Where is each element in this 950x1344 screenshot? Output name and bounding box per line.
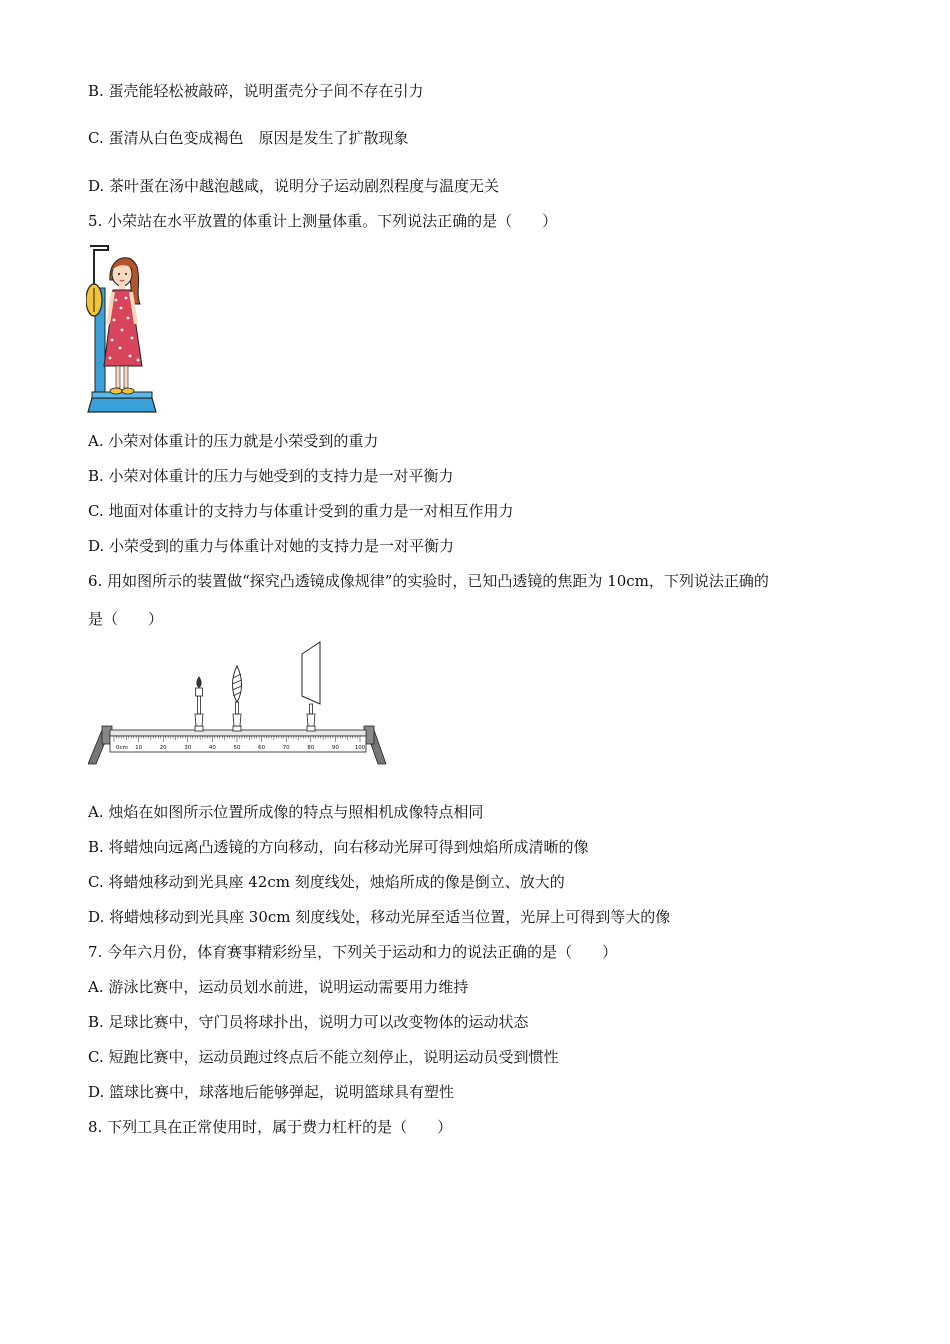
q5-option-c: C. 地面对体重计的支持力与体重计受到的重力是一对相互作用力 [88,502,514,520]
q8-stem: 8. 下列工具在正常使用时，属于费力杠杆的是（ ） [88,1118,453,1136]
ruler-tick-label: 40 [208,745,216,751]
ruler-tick-label: 10 [135,745,143,751]
q5-option-d: D. 小荣受到的重力与体重计对她的支持力是一对平衡力 [88,537,455,555]
ruler-tick-label: 100 [354,745,366,751]
q7-option-c: C. 短跑比赛中，运动员跑过终点后不能立刻停止，说明运动员受到惯性 [88,1048,559,1066]
q7-stem: 7. 今年六月份，体育赛事精彩纷呈，下列关于运动和力的说法正确的是（ ） [88,943,618,961]
q7-option-b: B. 足球比赛中，守门员将球扑出，说明力可以改变物体的运动状态 [88,1013,529,1031]
ruler-tick-label: 30 [184,745,192,751]
q6-option-b: B. 将蜡烛向远离凸透镜的方向移动，向右移动光屏可得到烛焰所成清晰的像 [88,838,589,856]
ruler-tick-label: 0cm [116,745,128,751]
convex-lens [233,666,242,731]
optical-bench-figure [88,638,388,768]
ruler-tick-label: 60 [258,745,266,751]
q5-option-a: A. 小荣对体重计的压力就是小荣受到的重力 [88,432,379,450]
q6-stem-line-2: 是（ ） [88,610,164,628]
q7-option-a: A. 游泳比赛中，运动员划水前进，说明运动需要用力维持 [88,978,469,996]
q6-stem-line-1: 6. 用如图所示的装置做“探究凸透镜成像规律”的实验时，已知凸透镜的焦距为 10cm，下列说法正确的 [88,572,769,590]
ruler-tick-label: 80 [307,745,315,751]
q7-option-d: D. 篮球比赛中，球落地后能够弹起，说明篮球具有塑性 [88,1083,455,1101]
q5-option-b: B. 小荣对体重计的压力与她受到的支持力是一对平衡力 [88,467,454,485]
q6-option-a: A. 烛焰在如图所示位置所成像的特点与照相机成像特点相同 [88,803,484,821]
ruler-tick-label: 20 [159,745,167,751]
q6-option-d: D. 将蜡烛移动到光具座 30cm 刻度线处，移动光屏至适当位置，光屏上可得到等大的像 [88,908,671,926]
light-screen [302,642,320,731]
ruler-tick-label: 70 [282,745,290,751]
candle [195,676,203,731]
q5-stem: 5. 小荣站在水平放置的体重计上测量体重。下列说法正确的是（ ） [88,212,558,230]
q4-option-c: C. 蛋清从白色变成褐色 原因是发生了扩散现象 [88,129,409,147]
q4-option-b: B. 蛋壳能轻松被敲碎，说明蛋壳分子间不存在引力 [88,82,424,100]
q4-option-d: D. 茶叶蛋在汤中越泡越咸，说明分子运动剧烈程度与温度无关 [88,177,500,195]
q6-option-c: C. 将蜡烛移动到光具座 42cm 刻度线处，烛焰所成的像是倒立、放大的 [88,873,565,891]
ruler-tick-label: 50 [233,745,241,751]
weighing-scale-girl-figure [86,240,158,414]
ruler-tick-label: 90 [331,745,339,751]
